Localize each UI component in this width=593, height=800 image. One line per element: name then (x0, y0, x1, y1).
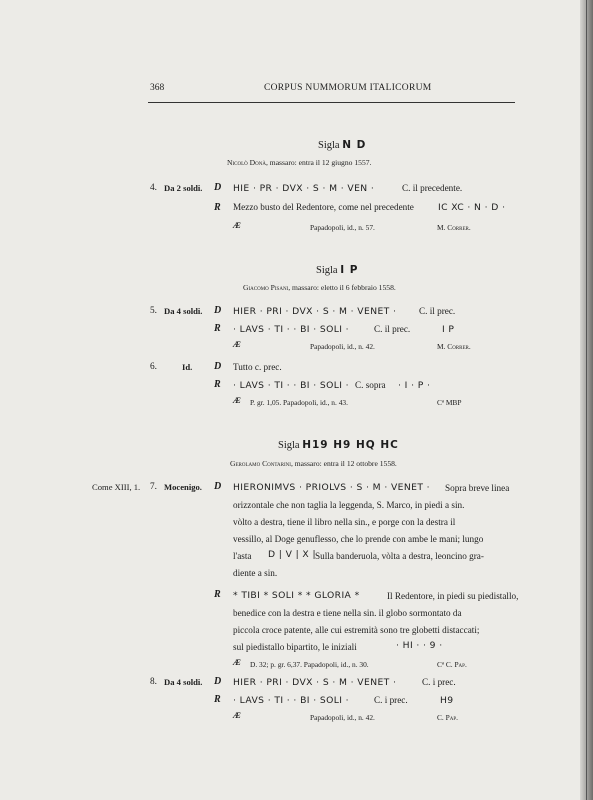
reverse-legend-initials: I P (442, 324, 455, 335)
side-reference: Come XIII, 1. (92, 482, 141, 492)
reverse-legend-initials: H9 (440, 695, 454, 706)
metal-mark: Æ (233, 711, 241, 720)
entry-label: Id. (182, 362, 193, 372)
reverse-legend: * TIBI * SOLI * * GLORIA * (233, 590, 360, 601)
metal-mark: Æ (233, 396, 241, 405)
reverse-text: C. il prec. (374, 324, 411, 334)
entry-label: Da 2 soldi. (164, 183, 203, 193)
massaro-name: Gerolamo Contarini (230, 459, 291, 468)
sigla-prefix: Sigla (318, 140, 340, 151)
sigla-letters: N D (342, 139, 367, 151)
reverse-legend: · LAVS · TI · · BI · SOLI · (233, 380, 349, 391)
reference: Papadopoli, id., n. 57. (310, 223, 375, 232)
reverse-initials: · HI · · 9 · (396, 640, 443, 651)
reverse-symbol: R (214, 202, 221, 213)
entry-label: Da 4 soldi. (164, 677, 203, 687)
collection: Cª MBP (437, 398, 462, 407)
obverse-text: C. il prec. (419, 306, 456, 316)
reverse-description-line: Il Redentore, in piedi su piedistallo, (387, 591, 519, 601)
reverse-symbol: R (214, 589, 221, 600)
reverse-legend: · LAVS · TI · · BI · SOLI · (233, 324, 349, 335)
section-heading-ip (316, 264, 358, 276)
obverse-description-line: l'asta (233, 551, 252, 561)
reverse-legend: · LAVS · TI · · BI · SOLI · (233, 695, 349, 706)
running-title: CORPUS NUMMORUM ITALICORUM (264, 83, 432, 93)
massaro-details: , massaro: entra il 12 ottobre 1558. (290, 459, 397, 468)
sigla-prefix: Sigla (316, 265, 338, 276)
obverse-legend: HIE · PR · DVX · S · M · VEN · (233, 183, 375, 194)
reverse-text: C. i prec. (374, 695, 408, 705)
reverse-legend: IC XC · N · D · (438, 202, 506, 213)
page-number: 368 (150, 83, 165, 93)
obverse-legend-asta: D | V | X | (268, 549, 316, 560)
metal-mark: Æ (233, 658, 241, 667)
obverse-symbol: D (214, 361, 222, 372)
header-rule (148, 102, 515, 103)
reference: D. 32; p. gr. 6,37. Papadopoli, id., n. 30. (250, 660, 369, 669)
obverse-text: Tutto c. prec. (233, 362, 282, 372)
entry-label: Da 4 soldi. (164, 306, 203, 316)
massaro-details: , massaro: eletto il 6 febbraio 1558. (288, 283, 396, 292)
metal-mark: Æ (233, 221, 241, 230)
entry-number: 7. (150, 482, 157, 492)
section-heading-h19 (278, 439, 399, 451)
metal-mark: Æ (233, 340, 241, 349)
entry-number: 5. (150, 306, 157, 316)
sigla-letters: I P (340, 264, 359, 276)
obverse-text: C. il precedente. (402, 183, 463, 193)
obverse-description-line: diente a sin. (233, 568, 278, 578)
reverse-legend-initials: · I · P · (398, 380, 431, 391)
reference: P. gr. 1,05. Papadopoli, id., n. 43. (250, 398, 348, 407)
obverse-symbol: D (214, 305, 222, 316)
reverse-description-line: piccola croce patente, alle cui estremità sono tre globetti distaccati; (233, 625, 480, 635)
massaro-name: Nicolò Donà (227, 158, 266, 167)
obverse-text: C. i prec. (422, 677, 456, 687)
entry-number: 4. (150, 183, 157, 193)
sigla-letters: H19 H9 HQ HC (302, 439, 399, 451)
obverse-description-line: Sulla banderuola, vòlta a destra, leoncino gra- (315, 551, 484, 561)
reverse-description-line: benedice con la destra e tiene nella sin. il globo sormontato da (233, 608, 462, 618)
section-subtitle-nd (227, 158, 371, 167)
massaro-details: , massaro: entra il 12 giugno 1557. (265, 158, 372, 167)
section-subtitle-ip (243, 283, 396, 292)
obverse-legend: HIER · PRI · DVX · S · M · VENET · (233, 677, 397, 688)
obverse-symbol: D (214, 182, 222, 193)
obverse-description-line: vessillo, al Doge genuflesso, che lo prende con ambe le mani; lungo (233, 534, 484, 544)
obverse-legend: HIER · PRI · DVX · S · M · VENET · (233, 306, 397, 317)
reverse-symbol: R (214, 379, 221, 390)
section-heading-nd (318, 139, 366, 151)
reference: Papadopoli, id., n. 42. (310, 713, 375, 722)
obverse-symbol: D (214, 676, 222, 687)
entry-number: 6. (150, 362, 157, 372)
collection: Cª C. Pap. (437, 660, 467, 669)
reverse-text: C. sopra (355, 380, 386, 390)
obverse-symbol: D (214, 481, 222, 492)
obverse-legend: HIERONIMVS · PRIOLVS · S · M · VENET · (233, 482, 430, 493)
page-edge-line (586, 0, 587, 800)
reference: Papadopoli, id., n. 42. (310, 342, 375, 351)
reverse-description-line: sul piedistallo bipartito, le iniziali (233, 642, 357, 652)
sigla-prefix: Sigla (278, 440, 300, 451)
collection: C. Pap. (437, 713, 458, 722)
massaro-name: Giacomo Pisani (243, 283, 289, 292)
collection: M. Correr. (437, 342, 471, 351)
obverse-description-line: Sopra breve linea (445, 483, 510, 493)
reverse-symbol: R (214, 323, 221, 334)
obverse-description-line: vòlto a destra, tiene il libro nella sin., e porge con la destra il (233, 517, 456, 527)
reverse-text: Mezzo busto del Redentore, come nel precedente (233, 202, 414, 212)
reverse-symbol: R (214, 694, 221, 705)
obverse-description-line: orizzontale che non taglia la leggenda, S. Marco, in piedi a sin. (233, 500, 465, 510)
section-subtitle-h19 (230, 459, 397, 468)
entry-number: 8. (150, 677, 157, 687)
entry-label: Mocenigo. (164, 482, 202, 492)
collection: M. Correr. (437, 223, 471, 232)
